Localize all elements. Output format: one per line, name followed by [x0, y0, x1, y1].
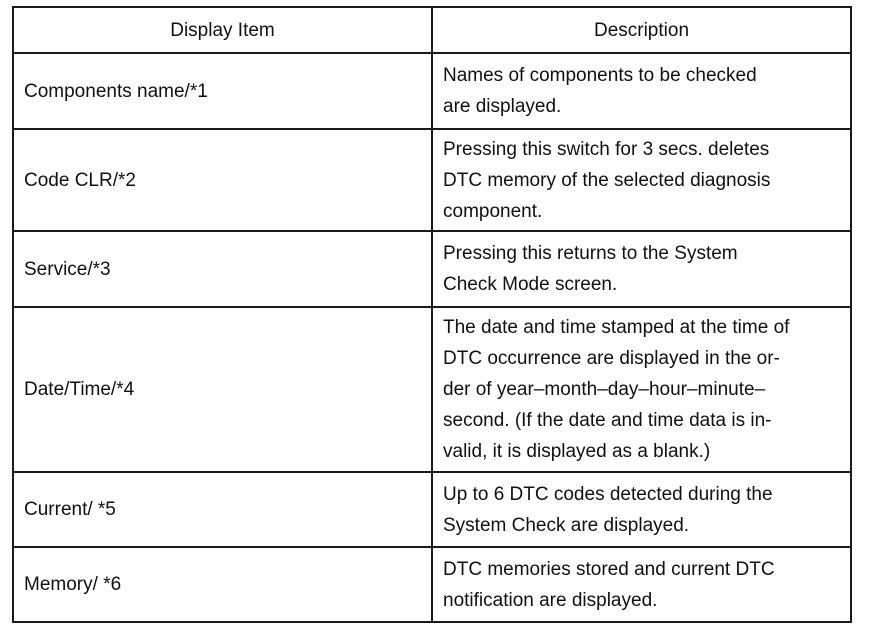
- table-row: [13, 231, 851, 307]
- description-line: Up to 6 DTC codes detected during the: [443, 483, 773, 505]
- table-header-row: [13, 7, 851, 53]
- description-line: second. (If the date and time data is in-: [443, 410, 772, 431]
- description-line: DTC occurrence are displayed in the or-: [443, 348, 780, 369]
- description-cell: [432, 129, 851, 231]
- description-line: DTC memory of the selected diagnosis: [443, 169, 771, 191]
- description-line: valid, it is displayed as a blank.): [443, 441, 711, 462]
- display-item-cell: Current/ *5: [13, 472, 432, 547]
- description-line: The date and time stamped at the time of: [443, 317, 790, 338]
- display-item-cell: Components name/*1: [13, 53, 432, 129]
- header-description: Description: [432, 7, 851, 53]
- description-line: Pressing this returns to the System: [443, 243, 738, 264]
- header-display-item: Display Item: [13, 7, 432, 53]
- description-line: notification are displayed.: [443, 589, 658, 611]
- description-cell: [432, 547, 851, 622]
- description-line: component.: [443, 200, 543, 222]
- table-row: [13, 53, 851, 129]
- table-row: [13, 472, 851, 547]
- description-cell: [432, 307, 851, 472]
- display-item-table: [12, 6, 852, 623]
- table-row: [13, 307, 851, 472]
- description-cell: [432, 53, 851, 129]
- table-row: [13, 129, 851, 231]
- display-item-cell: Service/*3: [13, 231, 432, 307]
- description-line: Names of components to be checked: [443, 65, 757, 86]
- description-line: System Check are displayed.: [443, 514, 690, 536]
- description-line: Pressing this switch for 3 secs. deletes: [443, 138, 770, 160]
- description-line: der of year–month–day–hour–minute–: [443, 379, 766, 400]
- display-item-cell: Memory/ *6: [13, 547, 432, 622]
- description-line: Check Mode screen.: [443, 274, 618, 295]
- description-line: DTC memories stored and current DTC: [443, 558, 775, 580]
- description-cell: [432, 231, 851, 307]
- description-cell: [432, 472, 851, 547]
- table-row: [13, 547, 851, 622]
- display-item-cell: Date/Time/*4: [13, 307, 432, 472]
- description-line: are displayed.: [443, 96, 562, 117]
- display-item-cell: Code CLR/*2: [13, 129, 432, 231]
